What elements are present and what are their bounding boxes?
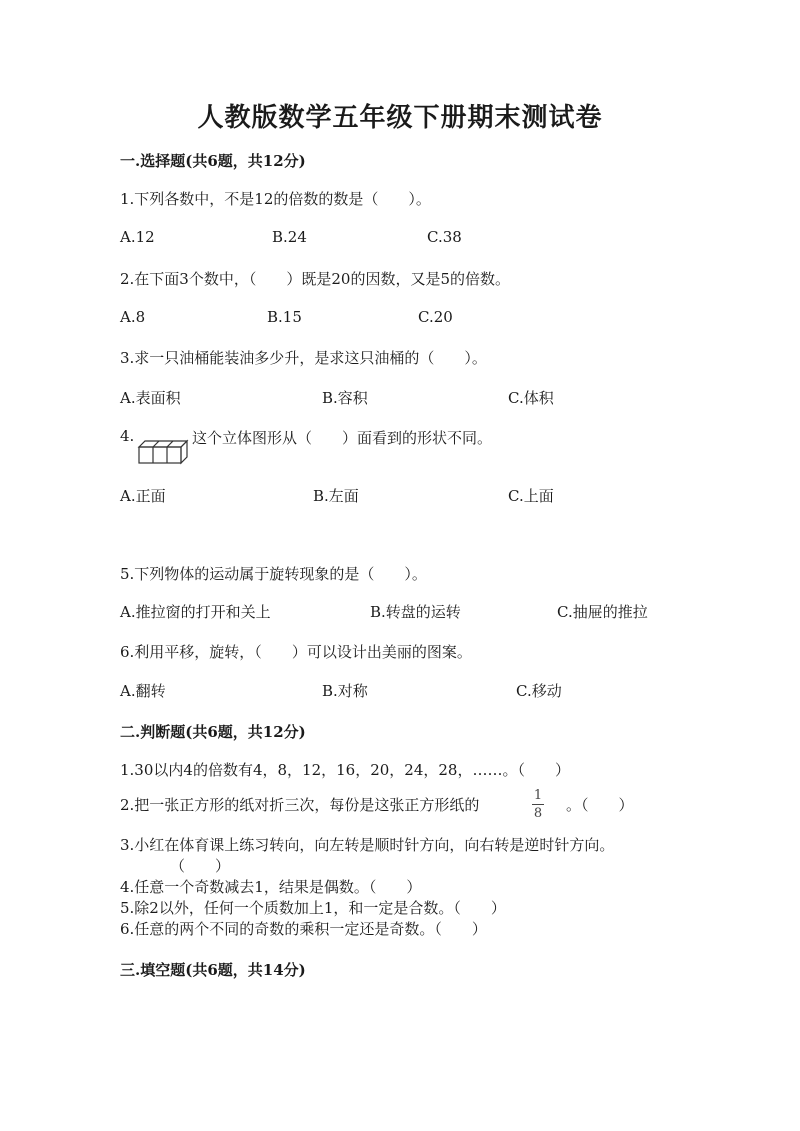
question-text: 2.把一张正方形的纸对折三次，每份是这张正方形纸的: [120, 796, 480, 814]
question-text: 。（ ）: [566, 796, 634, 814]
question-blank: （ ）: [170, 857, 231, 875]
question-text: 3.求一只油桶能装油多少升，是求这只油桶的（ ）。: [120, 349, 487, 367]
option: B.转盘的运转: [370, 603, 461, 621]
question-text: 1.30以内4的倍数有4，8，12，16，20，24，28，……。（ ）: [120, 761, 570, 779]
option: C.上面: [508, 487, 554, 505]
question-text: 2.在下面3个数中，（ ）既是20的因数，又是5的倍数。: [120, 270, 510, 288]
option: C.20: [418, 308, 453, 326]
question-text: 1.下列各数中，不是12的倍数的数是（ ）。: [120, 190, 431, 208]
question-number: 4.: [120, 427, 135, 445]
option: A.翻转: [120, 682, 166, 700]
question-text: 这个立体图形从（ ）面看到的形状不同。: [192, 429, 493, 447]
option: A.推拉窗的打开和关上: [120, 603, 271, 621]
fraction-bar: [532, 804, 544, 805]
option: A.8: [120, 308, 146, 326]
question-text: 5.下列物体的运动属于旋转现象的是（ ）。: [120, 565, 427, 583]
question-text: 3.小红在体育课上练习转向，向左转是顺时针方向，向右转是逆时针方向。: [120, 836, 615, 854]
section-heading: 三.填空题(共6题，共14分): [120, 961, 306, 979]
cube-figure-icon: [137, 439, 189, 465]
fraction-numerator: 1: [533, 788, 543, 803]
option: A.表面积: [120, 389, 181, 407]
option: B.左面: [313, 487, 359, 505]
question-text: 6.利用平移，旋转，（ ）可以设计出美丽的图案。: [120, 643, 472, 661]
question-text: 4.任意一个奇数减去1，结果是偶数。（ ）: [120, 878, 422, 896]
option: B.容积: [322, 389, 368, 407]
option: C.移动: [516, 682, 562, 700]
option: C.抽屉的推拉: [557, 603, 648, 621]
option: B.15: [267, 308, 302, 326]
question-text: 5.除2以外，任何一个质数加上1，和一定是合数。（ ）: [120, 899, 506, 917]
option: B.24: [272, 228, 307, 246]
option: A.12: [120, 228, 155, 246]
page-title: 人教版数学五年级下册期末测试卷: [197, 103, 603, 133]
fraction-denominator: 8: [533, 806, 543, 821]
option: B.对称: [322, 682, 368, 700]
option: A.正面: [120, 487, 166, 505]
fraction-one-eighth: [528, 788, 548, 821]
section-heading: 二.判断题(共6题，共12分): [120, 723, 306, 741]
option: C.体积: [508, 389, 554, 407]
section-heading: 一.选择题(共6题，共12分): [120, 152, 306, 170]
question-text: 6.任意的两个不同的奇数的乘积一定还是奇数。（ ）: [120, 920, 487, 938]
option: C.38: [427, 228, 462, 246]
